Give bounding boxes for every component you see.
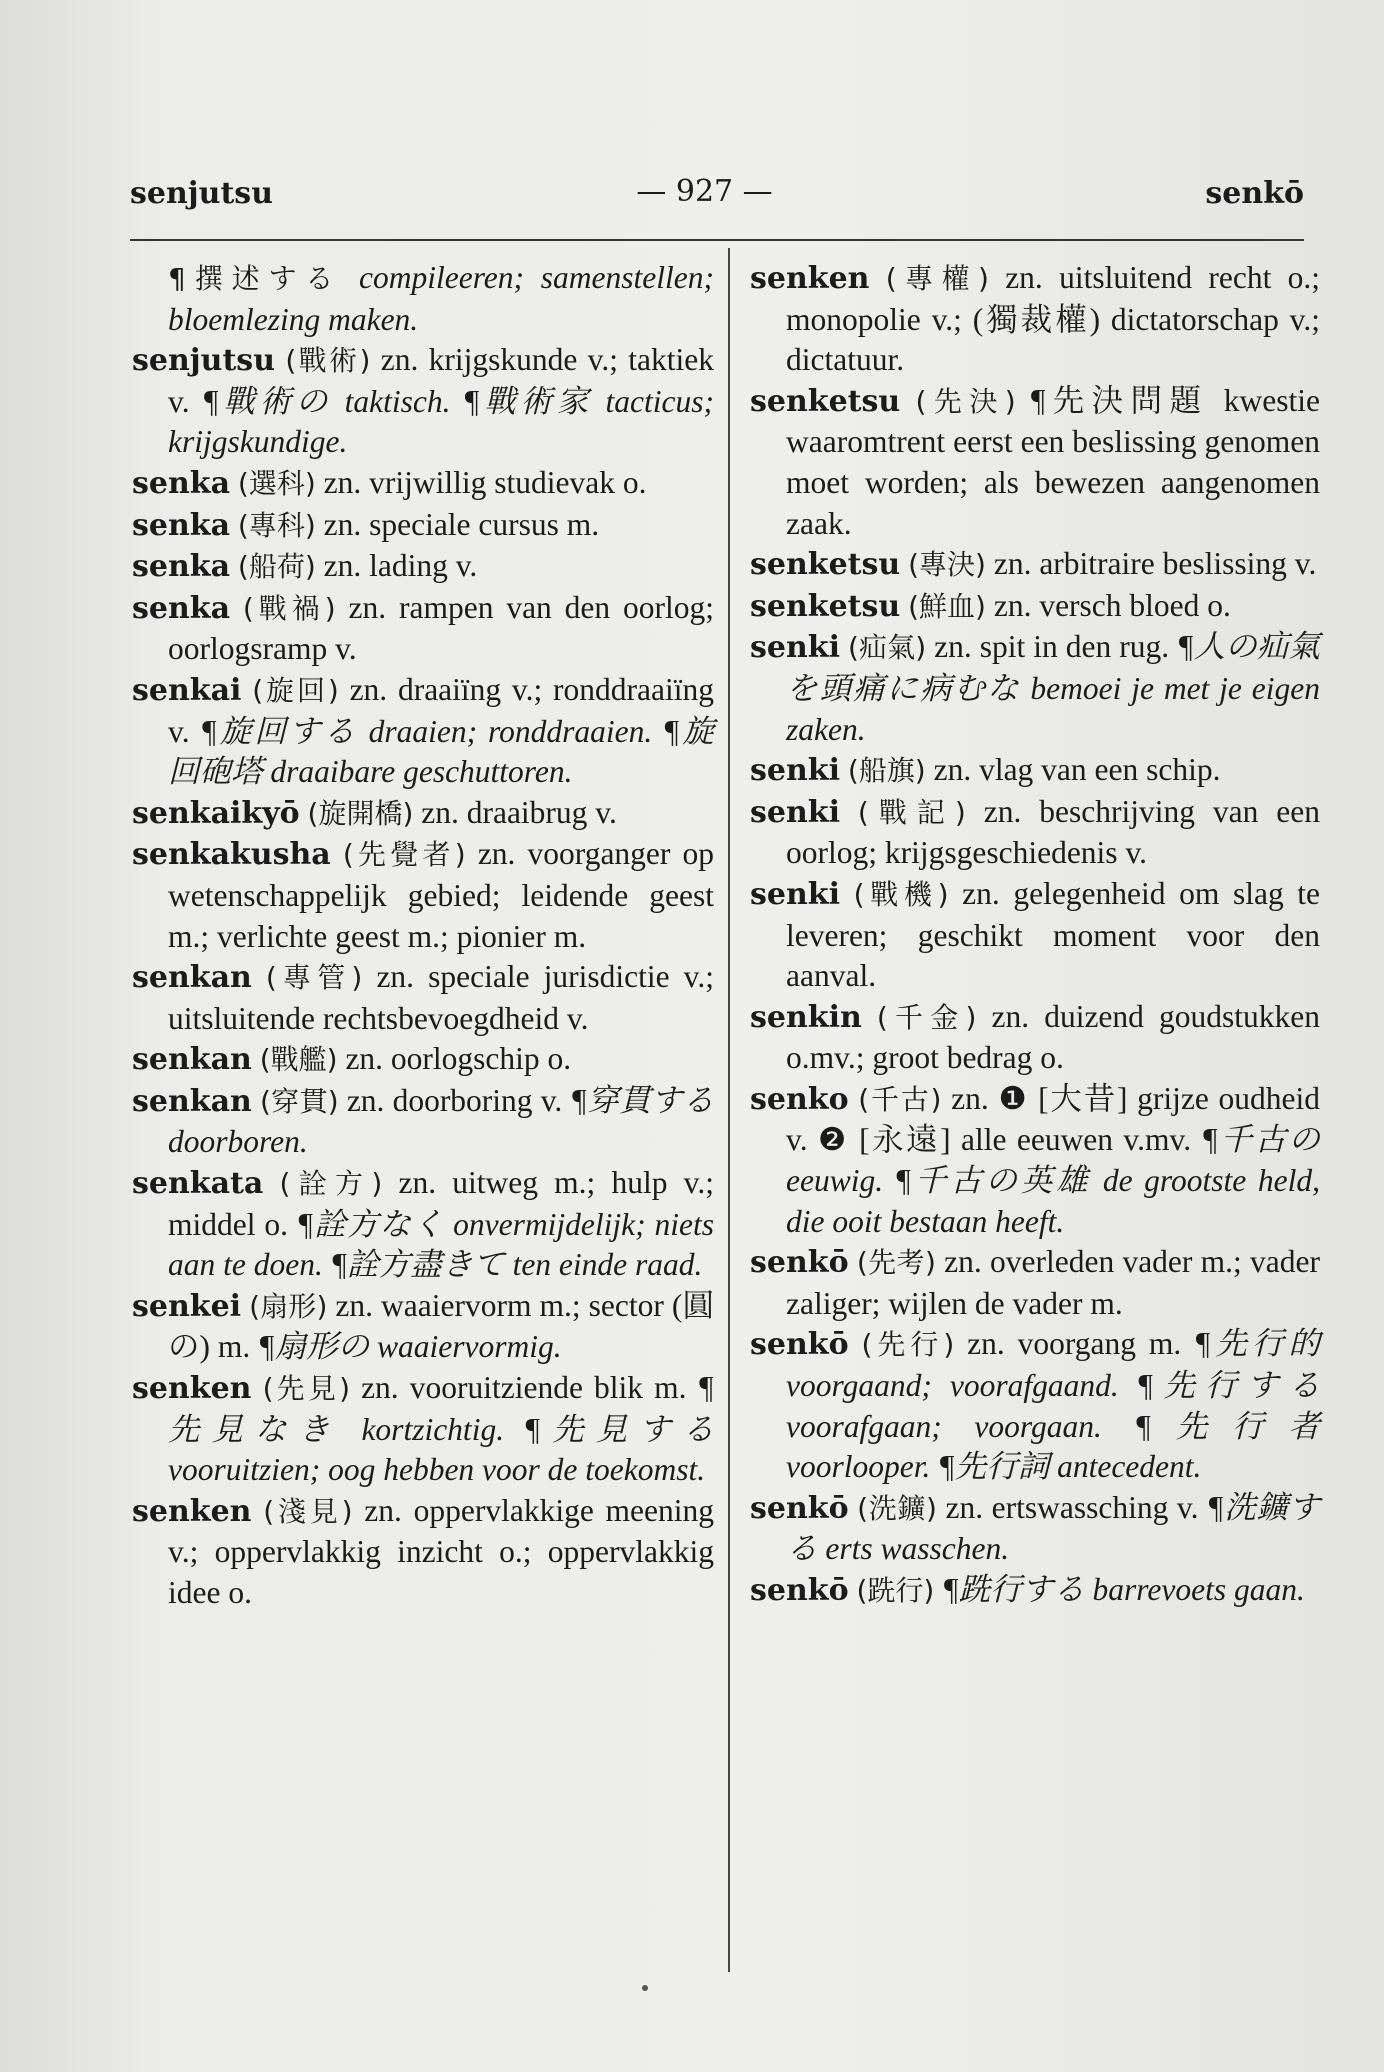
headword: senken — [750, 261, 870, 296]
headword: senka — [132, 590, 231, 626]
dictionary-entry — [132, 505, 714, 547]
example: ¶穿貫する doorboren. — [168, 1082, 715, 1160]
kanji-gloss: (洗鑛) — [857, 1491, 937, 1525]
dictionary-entry — [750, 544, 1320, 586]
headword: senkō — [750, 1245, 849, 1281]
dictionary-entry — [750, 1324, 1320, 1487]
dictionary-entry — [132, 546, 714, 588]
definition: zn. duizend goudstukken o.mv.; groot bedrag o. — [786, 998, 1320, 1076]
kanji-gloss: (鮮血) — [908, 589, 986, 623]
dictionary-entry — [132, 793, 714, 835]
headword: senka — [132, 465, 231, 501]
example: ¶戰術の taktisch. ¶戰術家 tacticus; krijgskundige. — [168, 383, 715, 460]
kanji-gloss: (選科) — [237, 466, 316, 500]
headword: senkaikyō — [132, 795, 300, 831]
headword: senkō — [750, 1573, 849, 1608]
kanji-gloss: ¶撰述する — [168, 262, 343, 295]
kanji-gloss: (旋回) — [252, 673, 339, 707]
header-rule — [130, 239, 1304, 241]
definition: zn. uitsluitend recht o.; monopolie v.; (獨裁權) dictatorschap v.; dictatuur. — [786, 260, 1321, 378]
kanji-gloss: (穿貫) — [259, 1084, 339, 1118]
dictionary-entry — [132, 670, 714, 793]
headword: senkin — [750, 999, 862, 1035]
dictionary-entry — [132, 1081, 714, 1163]
kanji-gloss: (戰禍) — [242, 591, 336, 625]
definition: zn. voorganger op wetenschappelijk gebied; leidende geest m.; verlichte geest m.; pionier m. — [168, 836, 715, 954]
dictionary-entry — [750, 874, 1320, 997]
dictionary-entry — [750, 627, 1320, 750]
headword: senko — [750, 1081, 849, 1117]
example: ¶先見なき kortzichtig. ¶先見する vooruitzien; oog hebben voor de toekomst. — [168, 1370, 715, 1488]
page-header — [130, 170, 1304, 220]
kanji-gloss: (船荷) — [237, 550, 316, 584]
headword: senjutsu — [132, 343, 276, 379]
dictionary-entry — [750, 997, 1320, 1079]
definition: zn. vlag van een schip. — [933, 752, 1221, 788]
kanji-gloss: (先決) — [915, 384, 1016, 418]
definition: zn. waaiervorm m.; sector (圓の) m. — [168, 1287, 715, 1365]
dictionary-entry — [750, 1570, 1320, 1612]
headword: senkō — [750, 1327, 849, 1363]
kanji-gloss: (旋開橋) — [307, 796, 414, 830]
definition: zn. ertswassching v. — [945, 1489, 1199, 1525]
dictionary-entry — [750, 750, 1320, 792]
dictionary-entry — [750, 1079, 1320, 1242]
kanji-gloss: (戰術) — [285, 344, 371, 378]
kanji-gloss: (專管) — [265, 961, 363, 995]
definition: zn. vrijwillig studievak o. — [323, 464, 647, 500]
headword: senkan — [132, 960, 252, 996]
kanji-gloss: (疝氣) — [847, 631, 927, 665]
definition: zn. doorboring v. — [346, 1082, 563, 1118]
dictionary-entry — [132, 463, 714, 505]
kanji-gloss: (詮方) — [279, 1167, 383, 1201]
dictionary-entry — [132, 957, 714, 1039]
headword: senka — [132, 549, 231, 585]
definition: zn. versch bloed o. — [993, 587, 1231, 623]
left-column — [132, 258, 714, 1614]
header-last-word: senkō — [1205, 176, 1304, 211]
example: ¶扇形の waaiervormig. — [258, 1329, 562, 1365]
headword: senkei — [132, 1288, 242, 1324]
definition: zn. speciale jurisdictie v.; uitsluitende rechtsbevoegdheid v. — [168, 959, 715, 1036]
dictionary-entry — [750, 1488, 1320, 1570]
kanji-gloss: (千古) — [858, 1082, 942, 1116]
kanji-gloss: (淺見) — [263, 1494, 353, 1528]
definition: zn. oppervlakkige meening v.; oppervlakkig inzicht o.; oppervlakkig idee o. — [168, 1492, 714, 1610]
kanji-gloss: (扇形) — [249, 1289, 328, 1323]
dictionary-entry — [132, 1163, 714, 1286]
headword: senki — [750, 794, 840, 830]
example: ¶跣行する barrevoets gaan. — [942, 1572, 1305, 1607]
headword: senken — [132, 1371, 252, 1407]
definition: ¶先決問題 kwestie waaromtrent eerst een beslissing genomen moet worden; als bewezen aangenomen zaak. — [786, 382, 1320, 541]
dictionary-entry — [132, 258, 714, 340]
kanji-gloss: (先見) — [262, 1372, 350, 1406]
definition: zn. draaiïng v.; ronddraaiïng v. — [168, 671, 714, 749]
example: ¶旋回する draaien; ronddraaien. ¶旋回砲塔 draaibare geschuttoren. — [168, 713, 715, 790]
headword: senkan — [132, 1042, 252, 1078]
page-speck — [642, 1985, 648, 1991]
example: ¶人の疝氣を頭痛に病むな bemoei je met je eigen zaken. — [786, 629, 1321, 747]
dictionary-entry — [132, 1368, 714, 1491]
kanji-gloss: (專權) — [885, 262, 989, 295]
headword: senketsu — [750, 383, 901, 419]
dictionary-entry — [750, 1242, 1320, 1324]
definition: zn. beschrijving van een oorlog; krijgsgeschiedenis v. — [786, 793, 1321, 871]
definition: zn. arbitraire beslissing v. — [993, 546, 1317, 582]
dictionary-entry — [750, 586, 1320, 628]
dictionary-entry — [132, 1039, 714, 1081]
definition: zn. oorlogschip o. — [345, 1041, 572, 1077]
headword: senketsu — [750, 588, 901, 624]
definition: zn. voorgang m. — [967, 1326, 1182, 1362]
dictionary-entry — [750, 792, 1320, 874]
kanji-gloss: (先行) — [861, 1328, 955, 1362]
example: ¶洗鑛する erts wasschen. — [786, 1489, 1321, 1567]
headword: senka — [132, 507, 231, 543]
headword: senkata — [132, 1166, 264, 1202]
dictionary-entry — [750, 258, 1320, 381]
headword: senkai — [132, 672, 242, 708]
definition: zn. krijgskunde v.; taktiek v. — [168, 342, 714, 419]
headword: senki — [750, 753, 840, 789]
dictionary-entry — [132, 1491, 714, 1614]
example: ¶千古の eeuwig. ¶千古の英雄 de grootste held, die ooit bestaan heeft. — [786, 1122, 1320, 1239]
headword: senken — [132, 1493, 252, 1529]
kanji-gloss: (戰機) — [853, 877, 949, 911]
dictionary-entry — [750, 381, 1320, 544]
definition: zn. draaibrug v. — [421, 794, 617, 830]
kanji-gloss: (專決) — [908, 548, 986, 582]
right-column — [750, 258, 1320, 1612]
dictionary-entry — [132, 588, 714, 670]
definition: zn. rampen van den oorlog; oorlogsramp v. — [168, 589, 714, 667]
kanji-gloss: (先覺者) — [342, 838, 466, 872]
definition: zn. speciale cursus m. — [323, 506, 600, 542]
definition: zn. ❶ [大昔] grijze oudheid v. ❷ [永遠] alle eeuwen v.mv. — [786, 1080, 1321, 1158]
definition: zn. lading v. — [323, 548, 478, 584]
kanji-gloss: (先考) — [856, 1246, 936, 1280]
kanji-gloss: (千金) — [876, 1000, 977, 1034]
definition: zn. overleden vader m.; vader zaliger; wijlen de vader m. — [786, 1244, 1321, 1321]
dictionary-entry — [132, 340, 714, 463]
definition: zn. vooruitziende blik m. — [361, 1370, 687, 1406]
dictionary-entry — [132, 834, 714, 957]
kanji-gloss: (專科) — [237, 508, 316, 542]
headword: senkan — [132, 1083, 252, 1119]
headword: senki — [750, 630, 840, 666]
page-number: — 927 — — [636, 174, 773, 209]
example: ¶先行的 voorgaand; voorafgaand. ¶先行する voorafgaan; voorgaan. ¶先行者 voorlooper. ¶先行詞 antecedent. — [786, 1326, 1320, 1485]
kanji-gloss: (戰艦) — [259, 1043, 338, 1077]
dictionary-entry — [132, 1286, 714, 1368]
headword: senketsu — [750, 547, 901, 583]
example: ¶詮方なく onvermijdelijk; niets aan te doen. ¶詮方盡きて ten einde raad. — [168, 1206, 714, 1283]
definition: zn. gelegenheid om slag te leveren; geschikt moment voor den aanval. — [786, 875, 1321, 994]
definition: zn. spit in den rug. — [934, 629, 1170, 665]
kanji-gloss: (跣行) — [856, 1574, 935, 1607]
column-divider — [728, 248, 730, 1972]
headword: senki — [750, 876, 840, 912]
definition: zn. uitweg m.; hulp v.; middel o. — [168, 1165, 714, 1242]
headword: senkō — [750, 1490, 849, 1526]
header-first-word: senjutsu — [130, 176, 274, 211]
headword: senkakusha — [132, 837, 331, 873]
kanji-gloss: (戰記) — [857, 795, 966, 829]
example: compileeren; samenstellen; bloemlezing maken. — [168, 260, 714, 337]
kanji-gloss: (船旗) — [847, 754, 926, 788]
